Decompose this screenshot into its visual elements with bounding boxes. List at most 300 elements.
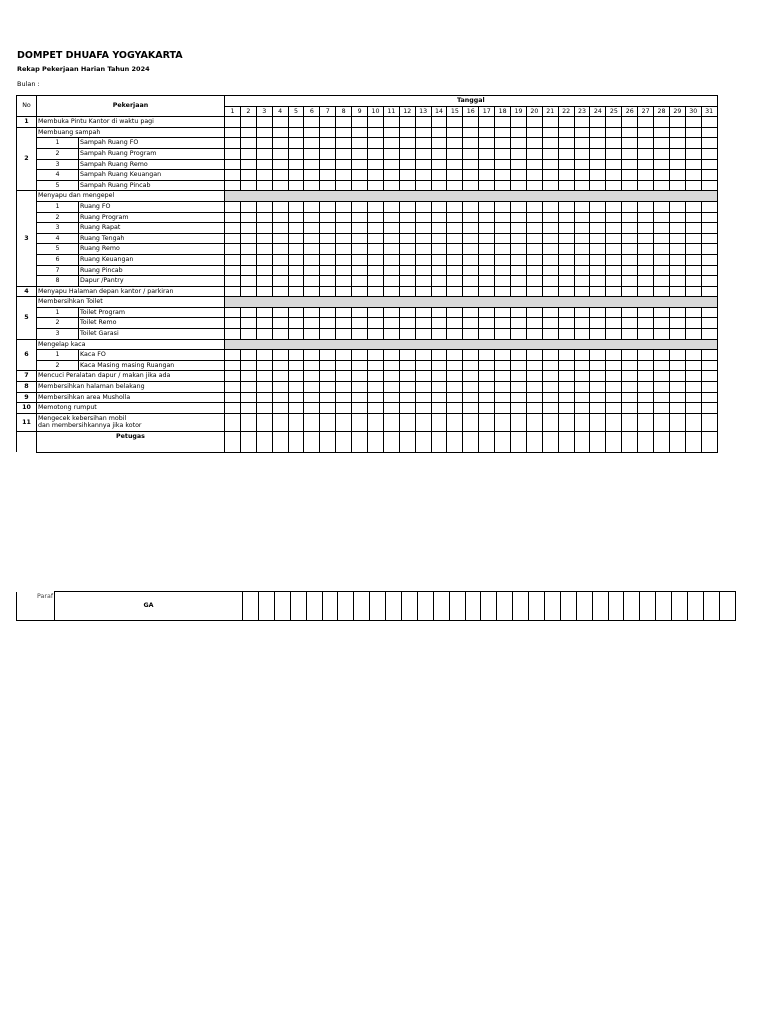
day-cell[interactable] bbox=[256, 265, 272, 276]
day-cell[interactable] bbox=[574, 431, 590, 452]
day-cell[interactable] bbox=[463, 413, 479, 431]
day-cell[interactable] bbox=[320, 329, 336, 340]
day-cell[interactable] bbox=[368, 127, 384, 138]
day-cell[interactable] bbox=[479, 170, 495, 181]
day-cell[interactable] bbox=[654, 382, 670, 393]
day-cell[interactable] bbox=[415, 286, 431, 297]
day-cell[interactable] bbox=[669, 233, 685, 244]
day-cell[interactable] bbox=[622, 254, 638, 265]
day-cell[interactable] bbox=[463, 212, 479, 223]
day-cell[interactable] bbox=[622, 413, 638, 431]
day-cell[interactable] bbox=[654, 233, 670, 244]
day-cell[interactable] bbox=[638, 138, 654, 149]
day-cell[interactable] bbox=[320, 233, 336, 244]
day-cell[interactable] bbox=[338, 592, 354, 621]
day-cell[interactable] bbox=[304, 307, 320, 318]
day-cell[interactable] bbox=[401, 592, 417, 621]
day-cell[interactable] bbox=[431, 431, 447, 452]
day-cell[interactable] bbox=[240, 254, 256, 265]
day-cell[interactable] bbox=[383, 159, 399, 170]
day-cell[interactable] bbox=[225, 350, 241, 361]
day-cell[interactable] bbox=[336, 413, 352, 431]
day-cell[interactable] bbox=[336, 431, 352, 452]
day-cell[interactable] bbox=[240, 382, 256, 393]
day-cell[interactable] bbox=[542, 180, 558, 191]
day-cell[interactable] bbox=[447, 276, 463, 287]
day-cell[interactable] bbox=[479, 276, 495, 287]
day-cell[interactable] bbox=[511, 233, 527, 244]
day-cell[interactable] bbox=[558, 223, 574, 234]
day-cell[interactable] bbox=[320, 286, 336, 297]
day-cell[interactable] bbox=[638, 350, 654, 361]
day-cell[interactable] bbox=[511, 244, 527, 255]
day-cell[interactable] bbox=[574, 286, 590, 297]
day-cell[interactable] bbox=[320, 159, 336, 170]
day-cell[interactable] bbox=[320, 201, 336, 212]
day-cell[interactable] bbox=[526, 223, 542, 234]
day-cell[interactable] bbox=[495, 223, 511, 234]
day-cell[interactable] bbox=[383, 403, 399, 414]
day-cell[interactable] bbox=[272, 127, 288, 138]
day-cell[interactable] bbox=[256, 307, 272, 318]
day-cell[interactable] bbox=[558, 392, 574, 403]
day-cell[interactable] bbox=[606, 170, 622, 181]
day-cell[interactable] bbox=[336, 403, 352, 414]
day-cell[interactable] bbox=[225, 127, 241, 138]
day-cell[interactable] bbox=[495, 403, 511, 414]
day-cell[interactable] bbox=[304, 360, 320, 371]
day-cell[interactable] bbox=[669, 307, 685, 318]
day-cell[interactable] bbox=[240, 148, 256, 159]
day-cell[interactable] bbox=[288, 127, 304, 138]
day-cell[interactable] bbox=[638, 286, 654, 297]
day-cell[interactable] bbox=[352, 201, 368, 212]
day-cell[interactable] bbox=[654, 201, 670, 212]
day-cell[interactable] bbox=[638, 127, 654, 138]
day-cell[interactable] bbox=[272, 159, 288, 170]
day-cell[interactable] bbox=[352, 382, 368, 393]
day-cell[interactable] bbox=[415, 148, 431, 159]
day-cell[interactable] bbox=[526, 254, 542, 265]
day-cell[interactable] bbox=[701, 276, 717, 287]
day-cell[interactable] bbox=[320, 138, 336, 149]
day-cell[interactable] bbox=[685, 392, 701, 403]
day-cell[interactable] bbox=[495, 138, 511, 149]
day-cell[interactable] bbox=[574, 170, 590, 181]
day-cell[interactable] bbox=[654, 138, 670, 149]
day-cell[interactable] bbox=[352, 138, 368, 149]
day-cell[interactable] bbox=[399, 244, 415, 255]
day-cell[interactable] bbox=[415, 127, 431, 138]
day-cell[interactable] bbox=[431, 170, 447, 181]
day-cell[interactable] bbox=[352, 254, 368, 265]
day-cell[interactable] bbox=[304, 318, 320, 329]
day-cell[interactable] bbox=[590, 159, 606, 170]
day-cell[interactable] bbox=[383, 127, 399, 138]
day-cell[interactable] bbox=[399, 431, 415, 452]
day-cell[interactable] bbox=[495, 117, 511, 128]
day-cell[interactable] bbox=[622, 431, 638, 452]
day-cell[interactable] bbox=[701, 265, 717, 276]
day-cell[interactable] bbox=[415, 360, 431, 371]
day-cell[interactable] bbox=[447, 212, 463, 223]
day-cell[interactable] bbox=[272, 286, 288, 297]
day-cell[interactable] bbox=[272, 244, 288, 255]
day-cell[interactable] bbox=[431, 371, 447, 382]
day-cell[interactable] bbox=[526, 138, 542, 149]
day-cell[interactable] bbox=[352, 127, 368, 138]
day-cell[interactable] bbox=[272, 180, 288, 191]
day-cell[interactable] bbox=[272, 307, 288, 318]
day-cell[interactable] bbox=[622, 212, 638, 223]
day-cell[interactable] bbox=[463, 382, 479, 393]
day-cell[interactable] bbox=[685, 286, 701, 297]
day-cell[interactable] bbox=[669, 223, 685, 234]
day-cell[interactable] bbox=[606, 117, 622, 128]
day-cell[interactable] bbox=[542, 413, 558, 431]
day-cell[interactable] bbox=[368, 286, 384, 297]
day-cell[interactable] bbox=[272, 392, 288, 403]
day-cell[interactable] bbox=[304, 148, 320, 159]
day-cell[interactable] bbox=[590, 148, 606, 159]
day-cell[interactable] bbox=[399, 318, 415, 329]
day-cell[interactable] bbox=[352, 360, 368, 371]
day-cell[interactable] bbox=[685, 223, 701, 234]
day-cell[interactable] bbox=[225, 286, 241, 297]
day-cell[interactable] bbox=[526, 413, 542, 431]
day-cell[interactable] bbox=[368, 233, 384, 244]
day-cell[interactable] bbox=[558, 413, 574, 431]
day-cell[interactable] bbox=[495, 148, 511, 159]
day-cell[interactable] bbox=[368, 392, 384, 403]
day-cell[interactable] bbox=[590, 254, 606, 265]
day-cell[interactable] bbox=[526, 382, 542, 393]
day-cell[interactable] bbox=[336, 329, 352, 340]
day-cell[interactable] bbox=[447, 286, 463, 297]
day-cell[interactable] bbox=[431, 127, 447, 138]
day-cell[interactable] bbox=[558, 127, 574, 138]
day-cell[interactable] bbox=[304, 170, 320, 181]
day-cell[interactable] bbox=[415, 244, 431, 255]
day-cell[interactable] bbox=[240, 212, 256, 223]
day-cell[interactable] bbox=[574, 329, 590, 340]
day-cell[interactable] bbox=[590, 371, 606, 382]
day-cell[interactable] bbox=[701, 350, 717, 361]
day-cell[interactable] bbox=[352, 276, 368, 287]
day-cell[interactable] bbox=[590, 307, 606, 318]
day-cell[interactable] bbox=[511, 138, 527, 149]
day-cell[interactable] bbox=[685, 307, 701, 318]
day-cell[interactable] bbox=[336, 318, 352, 329]
day-cell[interactable] bbox=[336, 276, 352, 287]
day-cell[interactable] bbox=[336, 117, 352, 128]
day-cell[interactable] bbox=[590, 117, 606, 128]
day-cell[interactable] bbox=[479, 223, 495, 234]
day-cell[interactable] bbox=[638, 307, 654, 318]
day-cell[interactable] bbox=[431, 403, 447, 414]
day-cell[interactable] bbox=[320, 392, 336, 403]
day-cell[interactable] bbox=[447, 392, 463, 403]
day-cell[interactable] bbox=[558, 307, 574, 318]
day-cell[interactable] bbox=[701, 360, 717, 371]
day-cell[interactable] bbox=[399, 117, 415, 128]
day-cell[interactable] bbox=[399, 329, 415, 340]
day-cell[interactable] bbox=[288, 138, 304, 149]
day-cell[interactable] bbox=[336, 127, 352, 138]
day-cell[interactable] bbox=[606, 392, 622, 403]
day-cell[interactable] bbox=[256, 276, 272, 287]
day-cell[interactable] bbox=[654, 329, 670, 340]
day-cell[interactable] bbox=[288, 212, 304, 223]
day-cell[interactable] bbox=[352, 329, 368, 340]
day-cell[interactable] bbox=[606, 138, 622, 149]
day-cell[interactable] bbox=[479, 212, 495, 223]
day-cell[interactable] bbox=[368, 318, 384, 329]
day-cell[interactable] bbox=[542, 233, 558, 244]
day-cell[interactable] bbox=[638, 233, 654, 244]
day-cell[interactable] bbox=[669, 148, 685, 159]
day-cell[interactable] bbox=[336, 307, 352, 318]
day-cell[interactable] bbox=[701, 127, 717, 138]
day-cell[interactable] bbox=[685, 329, 701, 340]
day-cell[interactable] bbox=[272, 138, 288, 149]
day-cell[interactable] bbox=[352, 403, 368, 414]
day-cell[interactable] bbox=[590, 212, 606, 223]
day-cell[interactable] bbox=[465, 592, 481, 621]
day-cell[interactable] bbox=[513, 592, 529, 621]
day-cell[interactable] bbox=[225, 244, 241, 255]
day-cell[interactable] bbox=[479, 265, 495, 276]
day-cell[interactable] bbox=[701, 254, 717, 265]
day-cell[interactable] bbox=[352, 159, 368, 170]
day-cell[interactable] bbox=[701, 159, 717, 170]
day-cell[interactable] bbox=[431, 276, 447, 287]
day-cell[interactable] bbox=[542, 371, 558, 382]
day-cell[interactable] bbox=[701, 138, 717, 149]
day-cell[interactable] bbox=[240, 403, 256, 414]
day-cell[interactable] bbox=[463, 350, 479, 361]
day-cell[interactable] bbox=[225, 265, 241, 276]
day-cell[interactable] bbox=[558, 254, 574, 265]
day-cell[interactable] bbox=[590, 170, 606, 181]
day-cell[interactable] bbox=[304, 180, 320, 191]
day-cell[interactable] bbox=[606, 382, 622, 393]
day-cell[interactable] bbox=[288, 148, 304, 159]
day-cell[interactable] bbox=[590, 233, 606, 244]
day-cell[interactable] bbox=[669, 127, 685, 138]
day-cell[interactable] bbox=[479, 329, 495, 340]
day-cell[interactable] bbox=[256, 318, 272, 329]
day-cell[interactable] bbox=[608, 592, 624, 621]
day-cell[interactable] bbox=[336, 148, 352, 159]
day-cell[interactable] bbox=[383, 431, 399, 452]
day-cell[interactable] bbox=[606, 360, 622, 371]
day-cell[interactable] bbox=[685, 244, 701, 255]
day-cell[interactable] bbox=[225, 138, 241, 149]
day-cell[interactable] bbox=[606, 148, 622, 159]
day-cell[interactable] bbox=[638, 360, 654, 371]
day-cell[interactable] bbox=[463, 170, 479, 181]
day-cell[interactable] bbox=[256, 286, 272, 297]
day-cell[interactable] bbox=[415, 371, 431, 382]
day-cell[interactable] bbox=[225, 201, 241, 212]
day-cell[interactable] bbox=[320, 180, 336, 191]
day-cell[interactable] bbox=[399, 350, 415, 361]
day-cell[interactable] bbox=[526, 431, 542, 452]
day-cell[interactable] bbox=[304, 159, 320, 170]
day-cell[interactable] bbox=[415, 138, 431, 149]
day-cell[interactable] bbox=[654, 265, 670, 276]
day-cell[interactable] bbox=[526, 276, 542, 287]
day-cell[interactable] bbox=[495, 286, 511, 297]
day-cell[interactable] bbox=[526, 170, 542, 181]
day-cell[interactable] bbox=[479, 360, 495, 371]
day-cell[interactable] bbox=[336, 223, 352, 234]
day-cell[interactable] bbox=[304, 382, 320, 393]
day-cell[interactable] bbox=[654, 403, 670, 414]
day-cell[interactable] bbox=[542, 127, 558, 138]
day-cell[interactable] bbox=[606, 127, 622, 138]
day-cell[interactable] bbox=[654, 127, 670, 138]
day-cell[interactable] bbox=[352, 212, 368, 223]
day-cell[interactable] bbox=[574, 223, 590, 234]
day-cell[interactable] bbox=[479, 127, 495, 138]
day-cell[interactable] bbox=[622, 201, 638, 212]
day-cell[interactable] bbox=[320, 350, 336, 361]
day-cell[interactable] bbox=[368, 403, 384, 414]
day-cell[interactable] bbox=[669, 170, 685, 181]
day-cell[interactable] bbox=[526, 212, 542, 223]
day-cell[interactable] bbox=[622, 403, 638, 414]
day-cell[interactable] bbox=[447, 413, 463, 431]
day-cell[interactable] bbox=[558, 244, 574, 255]
day-cell[interactable] bbox=[272, 403, 288, 414]
day-cell[interactable] bbox=[415, 392, 431, 403]
day-cell[interactable] bbox=[240, 201, 256, 212]
day-cell[interactable] bbox=[495, 392, 511, 403]
day-cell[interactable] bbox=[685, 201, 701, 212]
day-cell[interactable] bbox=[304, 127, 320, 138]
day-cell[interactable] bbox=[368, 180, 384, 191]
day-cell[interactable] bbox=[431, 212, 447, 223]
day-cell[interactable] bbox=[495, 329, 511, 340]
day-cell[interactable] bbox=[288, 180, 304, 191]
day-cell[interactable] bbox=[304, 201, 320, 212]
day-cell[interactable] bbox=[431, 318, 447, 329]
day-cell[interactable] bbox=[304, 392, 320, 403]
day-cell[interactable] bbox=[352, 392, 368, 403]
day-cell[interactable] bbox=[320, 254, 336, 265]
day-cell[interactable] bbox=[511, 371, 527, 382]
day-cell[interactable] bbox=[622, 117, 638, 128]
day-cell[interactable] bbox=[225, 223, 241, 234]
day-cell[interactable] bbox=[274, 592, 290, 621]
day-cell[interactable] bbox=[399, 360, 415, 371]
day-cell[interactable] bbox=[479, 244, 495, 255]
day-cell[interactable] bbox=[352, 148, 368, 159]
day-cell[interactable] bbox=[304, 403, 320, 414]
day-cell[interactable] bbox=[399, 403, 415, 414]
day-cell[interactable] bbox=[304, 265, 320, 276]
day-cell[interactable] bbox=[574, 138, 590, 149]
day-cell[interactable] bbox=[669, 413, 685, 431]
day-cell[interactable] bbox=[685, 233, 701, 244]
day-cell[interactable] bbox=[526, 117, 542, 128]
day-cell[interactable] bbox=[415, 329, 431, 340]
day-cell[interactable] bbox=[463, 307, 479, 318]
day-cell[interactable] bbox=[447, 117, 463, 128]
day-cell[interactable] bbox=[352, 233, 368, 244]
day-cell[interactable] bbox=[622, 286, 638, 297]
day-cell[interactable] bbox=[447, 180, 463, 191]
day-cell[interactable] bbox=[511, 403, 527, 414]
day-cell[interactable] bbox=[654, 244, 670, 255]
day-cell[interactable] bbox=[304, 117, 320, 128]
day-cell[interactable] bbox=[399, 170, 415, 181]
day-cell[interactable] bbox=[225, 148, 241, 159]
day-cell[interactable] bbox=[606, 201, 622, 212]
day-cell[interactable] bbox=[479, 307, 495, 318]
day-cell[interactable] bbox=[526, 392, 542, 403]
day-cell[interactable] bbox=[606, 307, 622, 318]
day-cell[interactable] bbox=[256, 223, 272, 234]
day-cell[interactable] bbox=[240, 392, 256, 403]
day-cell[interactable] bbox=[606, 403, 622, 414]
day-cell[interactable] bbox=[654, 413, 670, 431]
day-cell[interactable] bbox=[574, 212, 590, 223]
day-cell[interactable] bbox=[447, 318, 463, 329]
day-cell[interactable] bbox=[511, 159, 527, 170]
day-cell[interactable] bbox=[320, 431, 336, 452]
day-cell[interactable] bbox=[542, 318, 558, 329]
day-cell[interactable] bbox=[288, 233, 304, 244]
day-cell[interactable] bbox=[622, 276, 638, 287]
day-cell[interactable] bbox=[479, 117, 495, 128]
day-cell[interactable] bbox=[304, 212, 320, 223]
day-cell[interactable] bbox=[368, 307, 384, 318]
day-cell[interactable] bbox=[336, 286, 352, 297]
day-cell[interactable] bbox=[654, 223, 670, 234]
day-cell[interactable] bbox=[574, 233, 590, 244]
day-cell[interactable] bbox=[542, 360, 558, 371]
day-cell[interactable] bbox=[415, 403, 431, 414]
day-cell[interactable] bbox=[669, 382, 685, 393]
day-cell[interactable] bbox=[542, 201, 558, 212]
day-cell[interactable] bbox=[463, 254, 479, 265]
day-cell[interactable] bbox=[542, 265, 558, 276]
day-cell[interactable] bbox=[574, 350, 590, 361]
day-cell[interactable] bbox=[590, 276, 606, 287]
day-cell[interactable] bbox=[288, 117, 304, 128]
day-cell[interactable] bbox=[526, 403, 542, 414]
day-cell[interactable] bbox=[542, 307, 558, 318]
day-cell[interactable] bbox=[463, 201, 479, 212]
day-cell[interactable] bbox=[399, 127, 415, 138]
day-cell[interactable] bbox=[368, 371, 384, 382]
day-cell[interactable] bbox=[225, 382, 241, 393]
day-cell[interactable] bbox=[590, 244, 606, 255]
day-cell[interactable] bbox=[272, 360, 288, 371]
day-cell[interactable] bbox=[495, 276, 511, 287]
day-cell[interactable] bbox=[544, 592, 560, 621]
day-cell[interactable] bbox=[336, 170, 352, 181]
day-cell[interactable] bbox=[288, 201, 304, 212]
day-cell[interactable] bbox=[447, 148, 463, 159]
day-cell[interactable] bbox=[479, 392, 495, 403]
day-cell[interactable] bbox=[654, 212, 670, 223]
day-cell[interactable] bbox=[590, 201, 606, 212]
day-cell[interactable] bbox=[399, 212, 415, 223]
